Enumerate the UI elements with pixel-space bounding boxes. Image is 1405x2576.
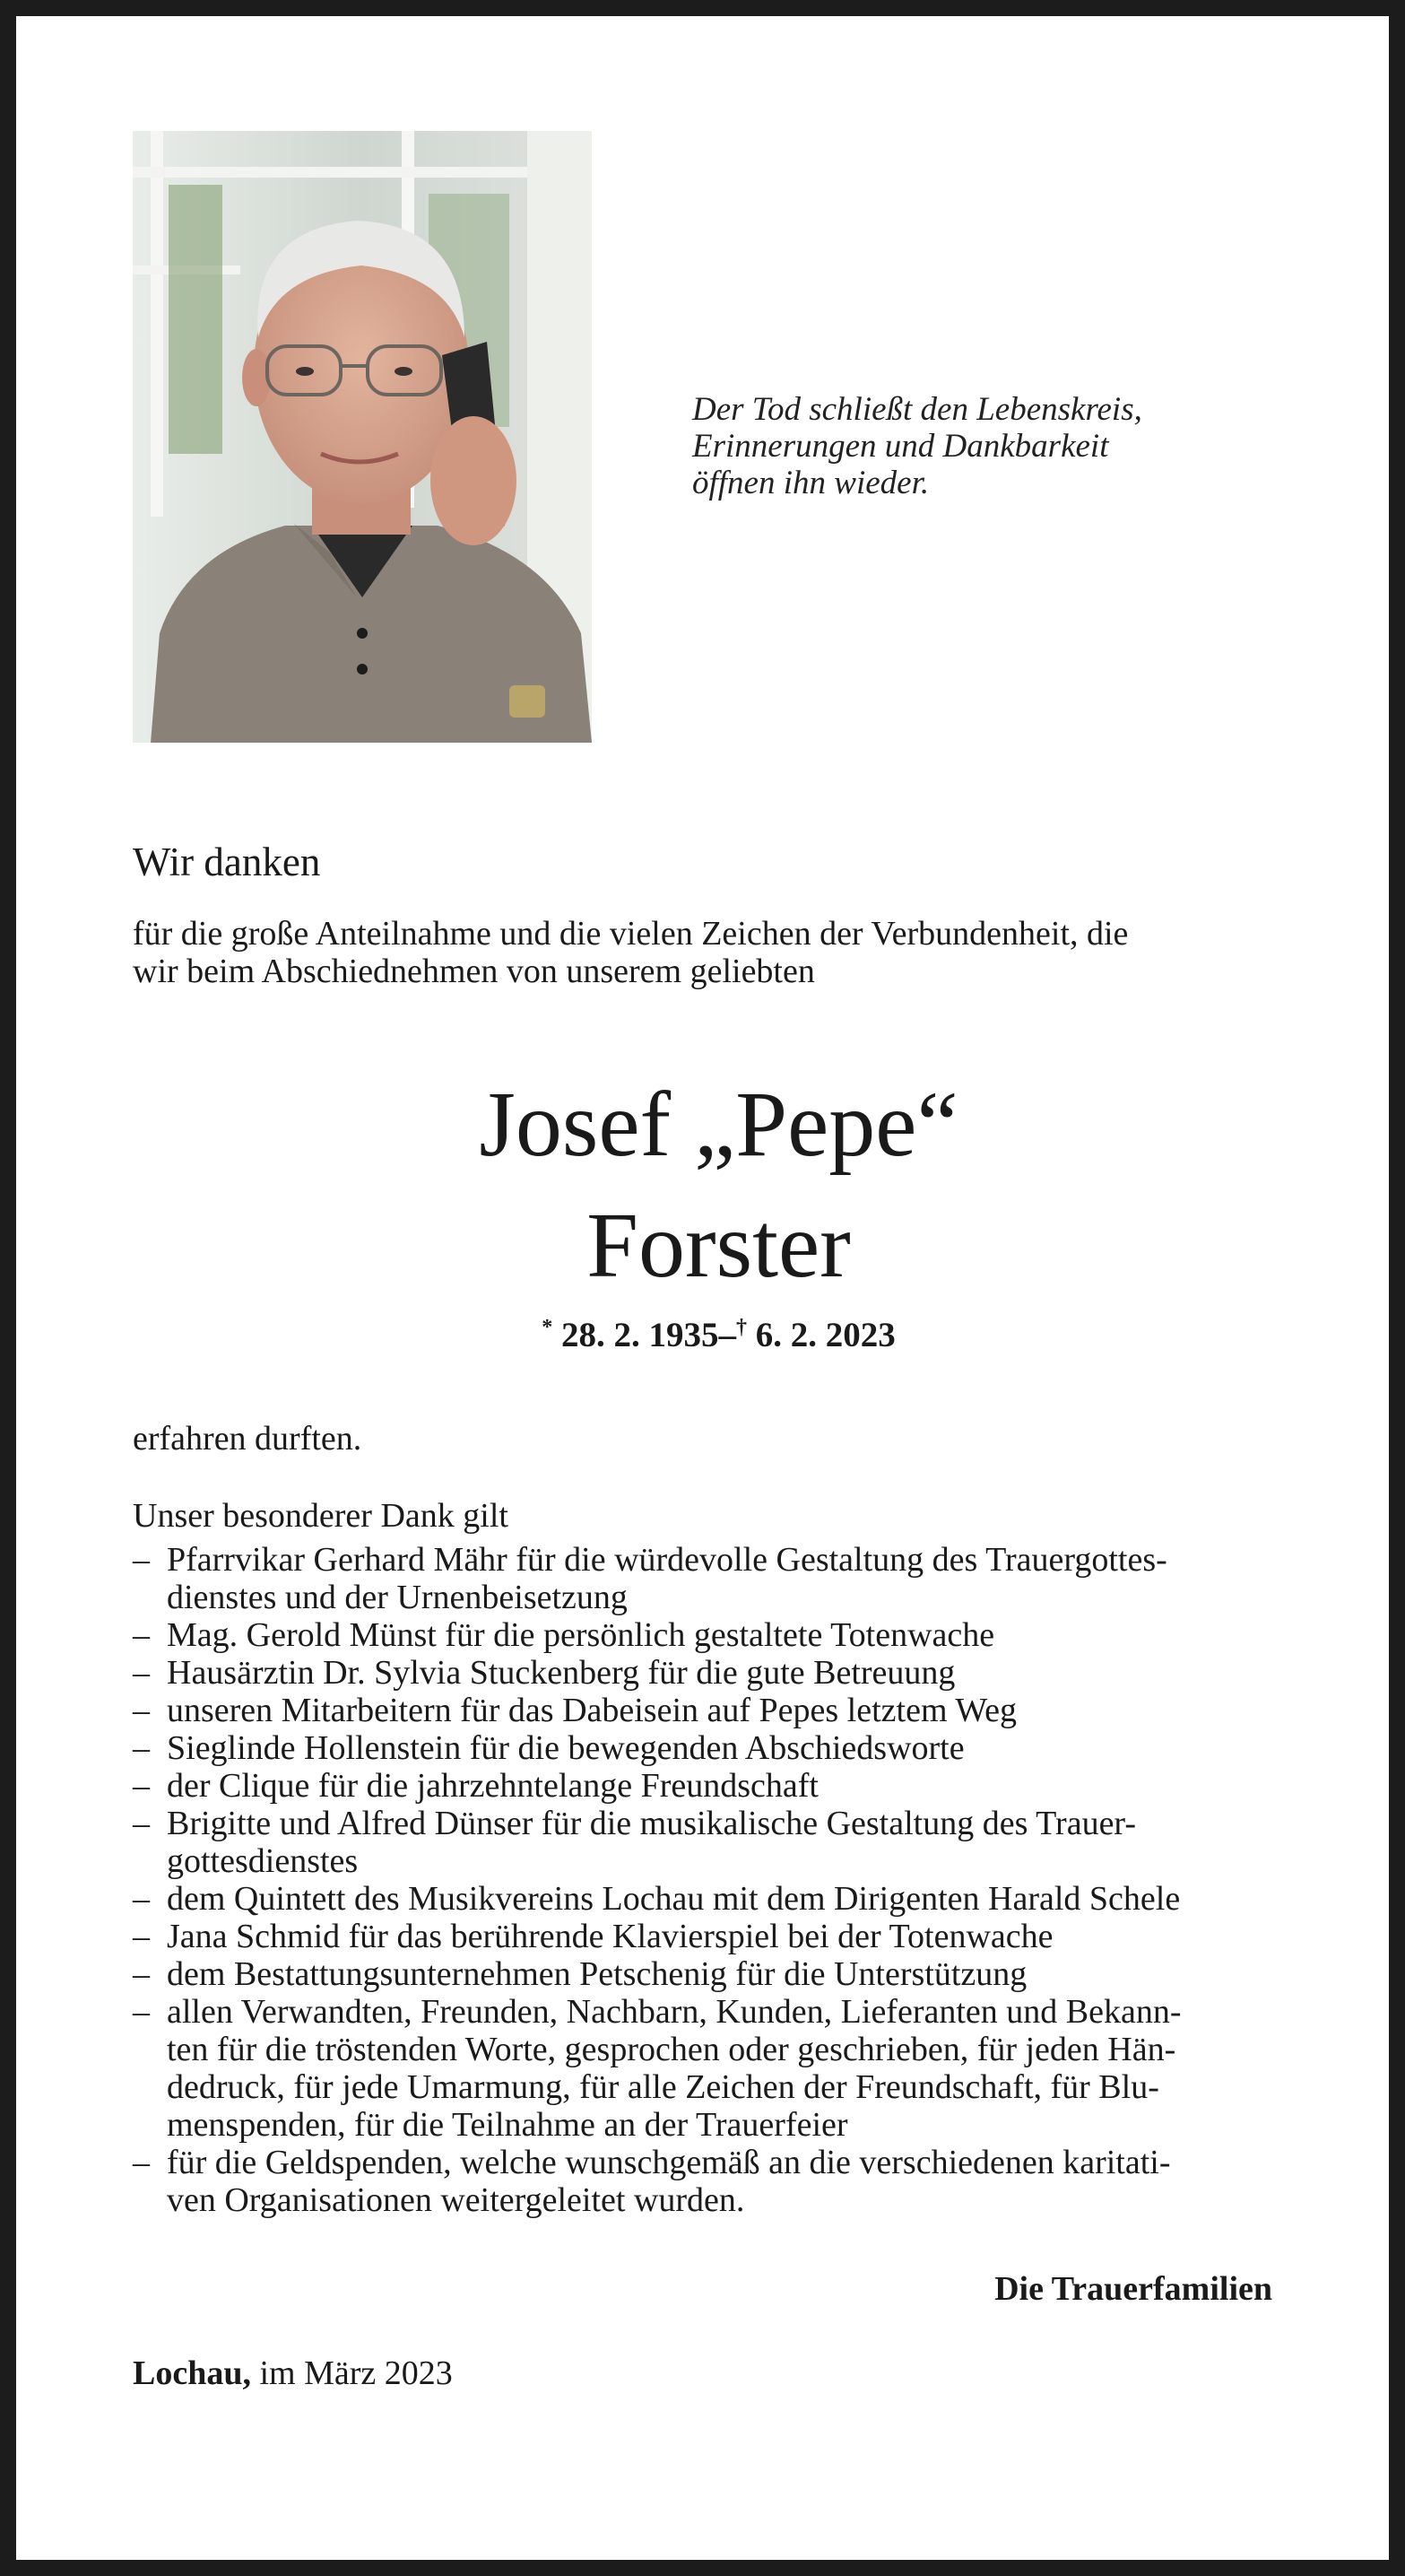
portrait-illustration [133,131,592,743]
portrait-photo [133,131,592,743]
list-item-text: Mag. Gerold Münst für die persönlich gestaltete Totenwache [167,1616,995,1654]
special-thanks-heading: Unser besonderer Dank gilt [133,1497,508,1535]
death-date: 6. 2. 2023 [755,1316,896,1354]
list-item [133,1805,1307,1880]
list-item [133,1616,1307,1654]
list-dash: – [133,1692,150,1729]
experienced-line: erfahren durften. [133,1420,362,1458]
list-item-text: ven Organisationen weitergeleitet wurden. [167,2181,745,2219]
date-separator: – [718,1316,736,1354]
quote-line: Der Tod schließt den Lebenskreis, [692,391,1142,428]
place-date-line [133,2352,453,2395]
list-item [133,1993,1307,2144]
list-item-text: allen Verwandten, Freunden, Nachbarn, Kunden, Lieferanten und Bekann- [167,1993,1182,2031]
list-dash: – [133,1541,150,1579]
list-item-text: Brigitte und Alfred Dünser für die musikalische Gestaltung des Trauer- [167,1805,1136,1842]
list-item [133,1767,1307,1805]
birth-date: 28. 2. 1935 [561,1316,719,1354]
list-item-text: unseren Mitarbeitern für das Dabeisein auf Pepes letztem Weg [167,1692,1018,1729]
memorial-quote [692,391,1320,501]
list-item-text: dem Bestattungsunternehmen Petschenig für die Unterstützung [167,1955,1028,1993]
list-item-text: gottesdienstes [167,1842,359,1880]
list-item-text: Pfarrvikar Gerhard Mähr für die würdevolle Gestaltung des Trauergottes- [167,1541,1167,1579]
deceased-name-last: Forster [586,1194,851,1297]
list-item-text: der Clique für die jahrzehntelange Freundschaft [167,1767,819,1805]
list-item [133,1692,1307,1729]
list-item [133,1729,1307,1767]
quote-line: Erinnerungen und Dankbarkeit [692,428,1109,465]
list-item [133,1654,1307,1692]
list-item [133,1541,1307,1616]
list-item-text: dienstes und der Urnenbeisetzung [167,1579,628,1616]
place: Lochau, [133,2354,251,2392]
list-dash: – [133,1993,150,2031]
signature: Die Trauerfamilien [994,2270,1272,2308]
intro-line: wir beim Abschiednehmen von unserem geliebten [133,953,815,990]
list-item-text: dedruck, für jede Umarmung, für alle Zeichen der Freundschaft, für Blu- [167,2068,1159,2106]
list-item-text: Jana Schmid für das berührende Klavierspiel bei der Totenwache [167,1918,1054,1955]
list-item-text: Hausärztin Dr. Sylvia Stuckenberg für die gute Betreuung [167,1654,956,1692]
birth-symbol: * [542,1316,553,1339]
list-dash: – [133,1918,150,1955]
list-item-text: dem Quintett des Musikvereins Lochau mit dem Dirigenten Harald Schele [167,1880,1181,1918]
list-item [133,1918,1307,1955]
list-dash: – [133,1880,150,1918]
list-item [133,1955,1307,1993]
intro-paragraph [133,915,1307,990]
list-dash: – [133,2144,150,2181]
quote-line: öffnen ihn wieder. [692,465,930,501]
deceased-name-first: Josef „Pepe“ [479,1073,958,1176]
death-symbol: † [736,1316,747,1339]
list-item [133,2144,1307,2219]
list-item-text: Sieglinde Hollenstein für die bewegenden Abschiedsworte [167,1729,965,1767]
list-item-text: menspenden, für die Teilnahme an der Trauerfeier [167,2106,848,2144]
list-dash: – [133,1616,150,1654]
list-dash: – [133,1955,150,1993]
intro-line: für die große Anteilnahme und die vielen Zeichen der Verbundenheit, die [133,915,1129,953]
life-dates [16,1306,1405,1357]
list-dash: – [133,1767,150,1805]
list-dash: – [133,1654,150,1692]
date-text: im März 2023 [259,2354,453,2392]
list-item-text: ten für die tröstenden Worte, gesprochen oder geschrieben, für jeden Hän- [167,2031,1176,2068]
list-item-text: für die Geldspenden, welche wunschgemäß an die verschiedenen karitati- [167,2144,1171,2181]
list-dash: – [133,1805,150,1842]
thanks-heading: Wir danken [133,840,321,884]
thanks-list [133,1541,1307,2219]
list-item [133,1880,1307,1918]
list-dash: – [133,1729,150,1767]
